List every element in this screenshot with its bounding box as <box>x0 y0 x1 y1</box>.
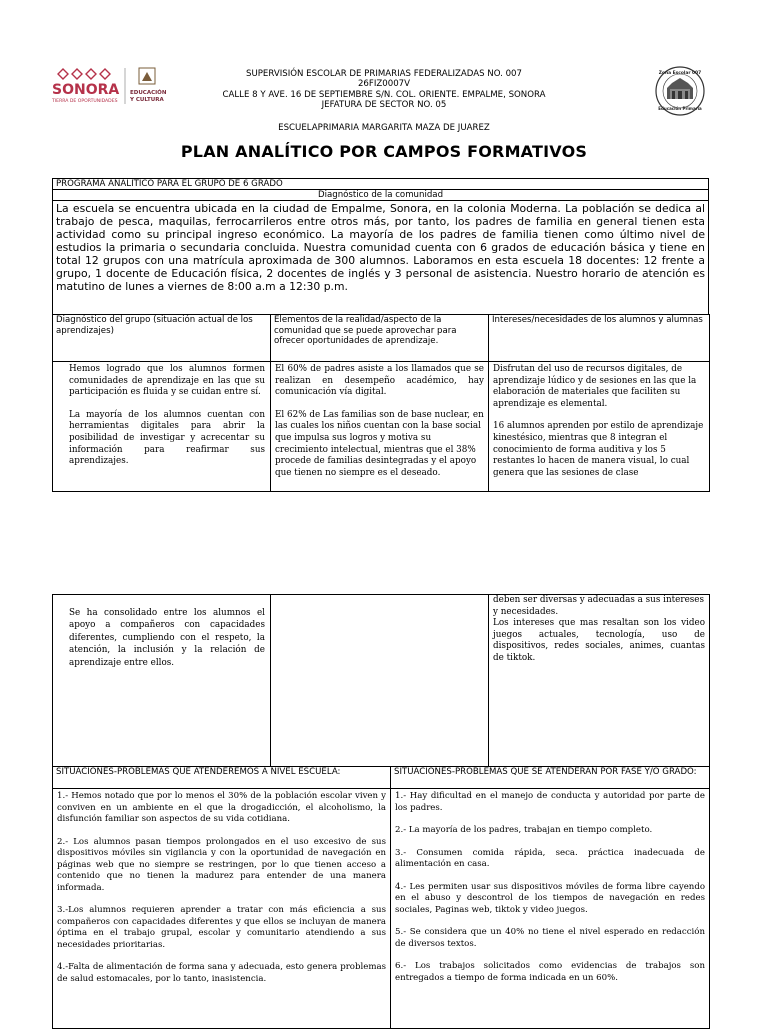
reality-elements-p2: El 62% de Las familias son de base nuclear, en las cuales los niños cuentan con la base social que impulsa sus logros y motiva su crecimiento intelectual, mientras que el 38% procede de familias desintegradas y el apoyo que tienen no siempre es el deseado. <box>275 409 484 478</box>
diagnosis-columns-table <box>52 314 710 492</box>
seal-top-text: Zona Escolar 007 <box>658 71 702 76</box>
student-interests-p4: Los intereses que mas resaltan son los video juegos actuales, tecnología, uso de dispositivos, redes sociales, animes, cuantas de tiktok. <box>493 618 705 663</box>
group-diagnosis-cell <box>53 362 271 492</box>
continuation-table <box>52 594 710 767</box>
sonora-logo-text: SONORA <box>52 82 120 98</box>
grade-situation-2: 2.- La mayoría de los padres, trabajan en tiempo completo. <box>395 825 653 835</box>
student-interests-header: Intereses/necesidades de los alumnos y alumnas <box>489 315 710 362</box>
student-interests-continued <box>489 595 710 767</box>
group-diagnosis-p2: La mayoría de los alumnos cuentan con herramientas digitales para abrir la posibilidad de investigar y acrecentar su información para reafirmar sus aprendizajes. <box>69 409 265 467</box>
grade-situation-3: 3.- Consumen comida rápida, seca. práctica inadecuada de alimentación en casa. <box>395 847 705 869</box>
program-label: PROGRAMA ANALITICO PARA EL GRUPO DE 6 GRADO <box>53 179 709 190</box>
community-diagnosis-header: Diagnóstico de la comunidad <box>53 190 709 201</box>
school-situation-2: 2.- Los alumnos pasan tiempos prolongados en el uso excesivo de sus dispositivos móviles sin vigilancia y con la oportunidad de navegación en páginas web que no siempre se restringen, por lo que tienen acceso a contenido que no tienen la madurez para entender de una manera informada. <box>57 836 386 893</box>
group-diagnosis-header: Diagnóstico del grupo (situación actual de los aprendizajes) <box>53 315 271 362</box>
supervision-line: SUPERVISIÓN ESCOLAR DE PRIMARIAS FEDERALIZADAS NO. 007 <box>246 69 522 79</box>
grade-situations-cell <box>391 789 710 1029</box>
school-situation-1: 1.- Hemos notado que por lo menos el 30% de la población escolar viven y conviven en un ambiente en el que la drogadicción, el alcoholismo, la disfunción familiar son aspectos de su vida cotidiana. <box>57 791 386 824</box>
sector-line: JEFATURA DE SECTOR NO. 05 <box>321 100 447 110</box>
education-logo-text2: Y CULTURA <box>130 97 164 103</box>
situations-table <box>52 766 710 1029</box>
grade-situation-6: 6.- Los trabajos solicitados como evidencias de trabajos son entregados a tiempo de forma indicada en un 60%. <box>395 961 705 983</box>
reality-elements-header: Elementos de la realidad/aspecto de la comunidad que se puede aprovechar para ofrecer oportunidades de aprendizaje. <box>271 315 489 362</box>
grade-situation-1: 1.- Hay dificultad en el manejo de conducta y autoridad por parte de los padres. <box>395 791 705 813</box>
program-table <box>52 178 709 315</box>
seal-bottom-text: Educación Primaria <box>658 106 702 111</box>
student-interests-p1: Disfrutan del uso de recursos digitales, de aprendizaje lúdico y de sesiones en las que la elaboración de materiales que faciliten su aprendizaje es elemental. <box>493 364 697 409</box>
reality-elements-p1: El 60% de padres asiste a los llamados que se realizan en desempeño académico, hay comunicación vía digital. <box>275 364 484 398</box>
grade-situation-5: 5.- Se considera que un 40% no tiene el nivel esperado en redacción de diversos textos. <box>395 927 705 949</box>
reality-elements-continued <box>271 595 489 767</box>
student-interests-cell <box>489 362 710 492</box>
address-line: CALLE 8 Y AVE. 16 DE SEPTIEMBRE S/N. COL. ORIENTE. EMPALME, SONORA <box>222 90 546 100</box>
school-situations-header: SITUACIONES-PROBLEMAS QUE ATENDEREMOS A NIVEL ESCUELA: <box>53 767 391 789</box>
supervision-code: 26FIZ0007V <box>357 79 411 89</box>
community-diagnosis-text: La escuela se encuentra ubicada en la ciudad de Empalme, Sonora, en la colonia Moderna. La población se dedica al trabajo de pesca, maquilas, ferrocarrileros entre otros más, por tanto, los padres de familia en general tienen esta actividad como su principal ingreso económico. La mayoría de los padres de familia tienen como último nivel de estudios la primaria o secundaria concluida. Nuestra comunidad cuenta con 6 grados de educación básica y tiene en total 12 grupos con una matrícula aproximada de 300 alumnos. Laboramos en esta escuela 18 docentes: 12 frente a grupo, 1 docente de Educación física, 2 docentes de inglés y 3 personal de asistencia. Nuestro horario de atención es matutino de lunes a viernes de 8:00 a.m a 12:30 p.m. <box>53 201 709 315</box>
school-situation-4: 4.-Falta de alimentación de forma sana y adecuada, esto genera problemas de salud estomacales, por lo tanto, inasistencia. <box>57 962 386 984</box>
student-interests-p3: deben ser diversas y adecuadas a sus intereses y necesidades. <box>493 595 705 617</box>
group-diagnosis-p3: Se ha consolidado entre los alumnos el apoyo a compañeros con capacidades diferentes, cumpliendo con el respeto, la atención, la inclusión y la relación de aprendizaje entre ellos. <box>69 608 265 668</box>
student-interests-p2: 16 alumnos aprenden por estilo de aprendizaje kinestésico, mientras que 8 integran el conocimiento de forma auditiva y los 5 restantes lo hacen de manera visual, lo cual genera que las sesiones de clase <box>493 421 704 478</box>
group-diagnosis-p1: Hemos logrado que los alumnos formen comunidades de aprendizaje en las que su participación es fluida y se cuidan entre sí. <box>69 364 265 398</box>
grade-situations-header: SITUACIONES-PROBLEMAS QUE SE ATENDERAN POR FASE Y/O GRADO: <box>391 767 710 789</box>
school-name: ESCUELAPRIMARIA MARGARITA MAZA DE JUAREZ <box>278 123 490 133</box>
page-title: PLAN ANALÍTICO POR CAMPOS FORMATIVOS <box>180 142 588 161</box>
education-logo-text1: EDUCACIÓN <box>130 90 167 96</box>
reality-elements-cell <box>271 362 489 492</box>
group-diagnosis-continued <box>53 595 271 767</box>
grade-situation-4: 4.- Les permiten usar sus dispositivos móviles de forma libre cayendo en el abuso y descontrol de los tiempos de navegación en redes sociales, Paginas web, tiktok y video juegos. <box>395 881 705 915</box>
sonora-logo-subtext: TIERRA DE OPORTUNIDADES <box>52 99 118 104</box>
school-situation-3: 3.-Los alumnos requieren aprender a tratar con más eficiencia a sus compañeros con capacidades diferentes y que ellos se incluyan de manera óptima en el trabajo grupal, escolar y comunitario atendiendo a sus necesidades prioritarias. <box>57 905 386 950</box>
school-situations-cell <box>53 789 391 1029</box>
